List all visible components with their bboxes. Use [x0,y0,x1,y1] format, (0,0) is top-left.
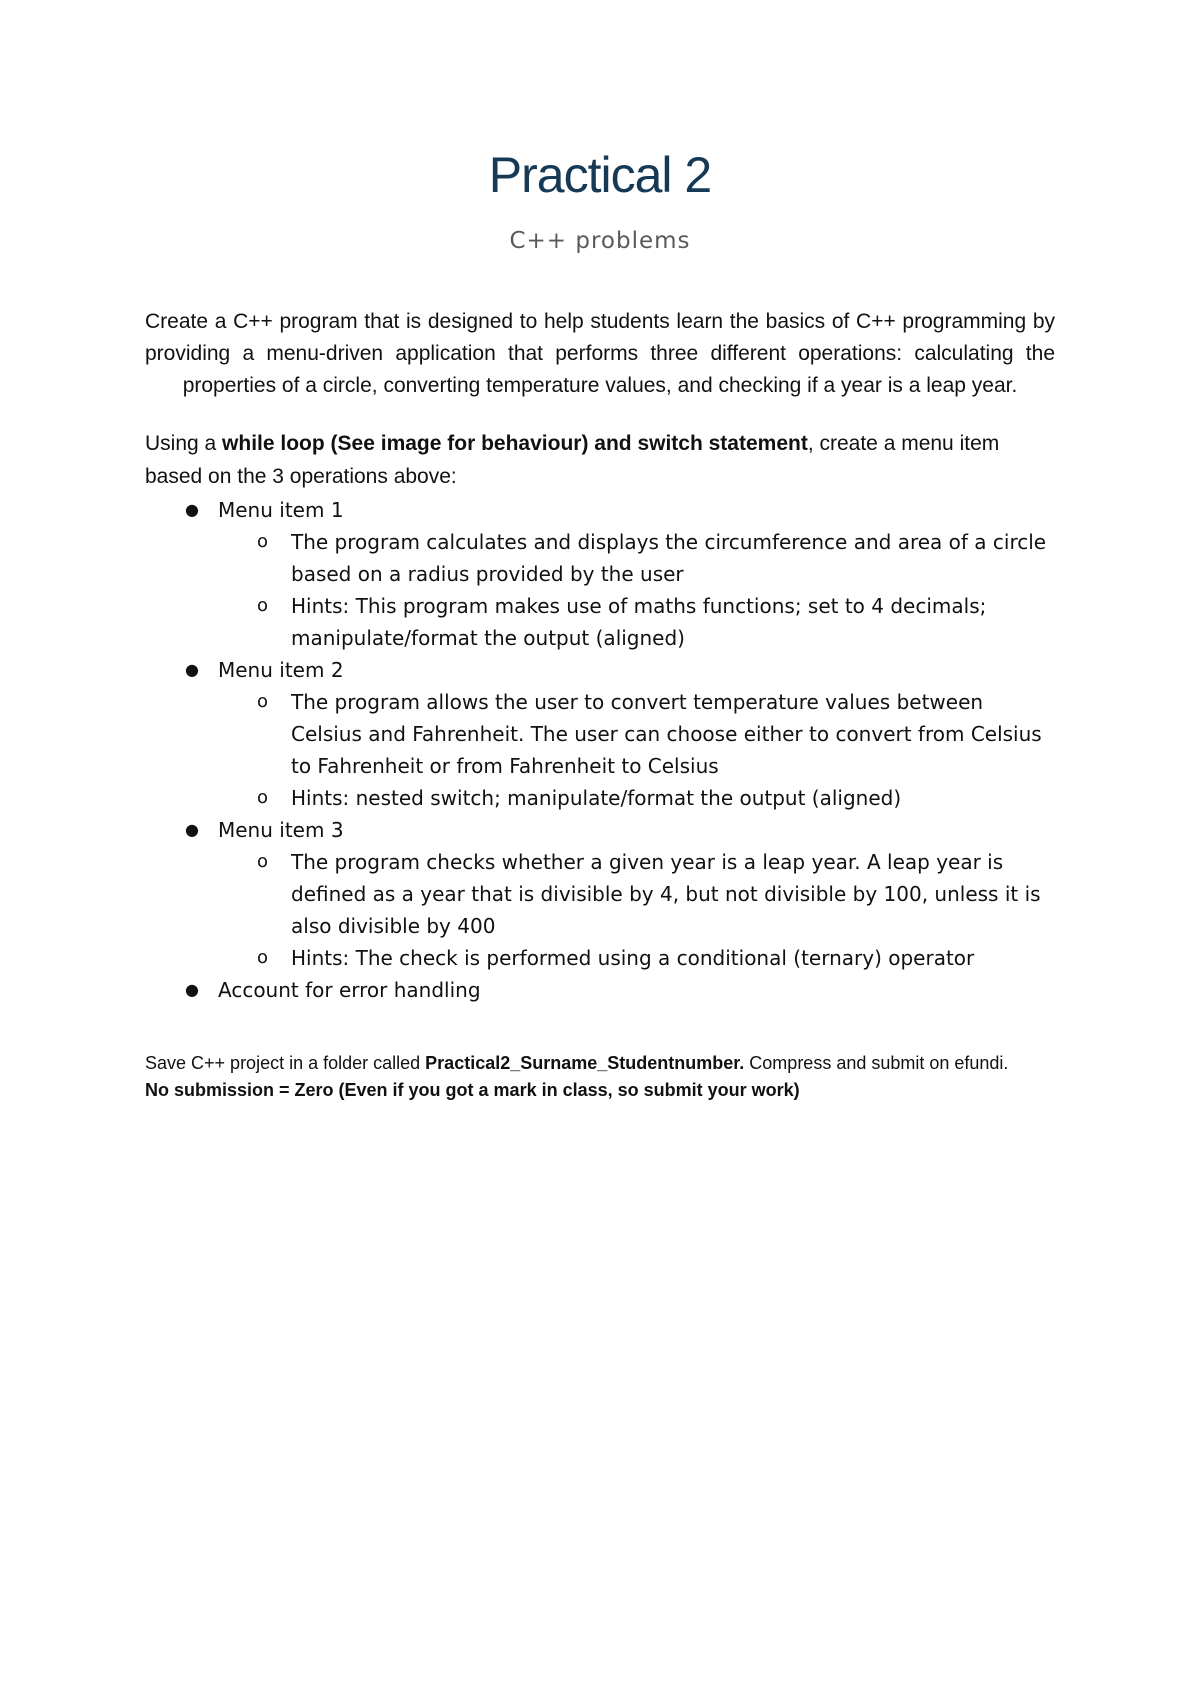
sub-list-item [145,782,1057,814]
bullet-icon: ● [185,980,199,999]
list-item-label: Menu item 2 [218,658,344,682]
bullet-icon: ● [185,820,199,839]
requirements-list [145,494,1057,1006]
submission-suffix: Compress and submit on efundi. [744,1053,1009,1073]
sub-list-item-text: Hints: nested switch; manipulate/format the output (aligned) [291,786,902,810]
sub-list-item-text: Hints: This program makes use of maths functions; set to 4 decimals; manipulate/format the output (aligned) [291,594,987,650]
sub-list-item [145,686,1057,782]
sub-list-item-text: The program calculates and displays the circumference and area of a circle based on a radius provided by the user [291,530,1047,586]
sub-list-item [145,846,1057,942]
sub-bullet-icon: o [257,691,269,712]
bullet-icon: ● [185,500,199,519]
sub-bullet-icon: o [257,851,269,872]
list-item-label: Account for error handling [218,978,481,1002]
task-bold: while loop (See image for behaviour) and switch statement [222,432,808,455]
page-subtitle: C++ problems [509,228,691,254]
sub-list-item-text: The program allows the user to convert temperature values between Celsius and Fahrenheit. The user can choose either to convert from Celsius to Fahrenheit or from Fahrenheit to Celsius [291,690,1042,778]
folder-name: Practical2_Surname_Studentnumber. [425,1053,745,1073]
intro-paragraph: Create a C++ program that is designed to help students learn the basics of C++ programming by providing a menu-driven application that performs three different operations: calculating the properties of a circle, converting temperature values, and checking if a year is a leap year. [145,310,1055,397]
list-item [145,654,1057,686]
page-title: Practical 2 [488,147,712,203]
submission-warning: No submission = Zero (Even if you got a mark in class, so submit your work) [145,1080,800,1100]
list-item [145,974,1057,1006]
sub-bullet-icon: o [257,787,269,808]
list-item-label: Menu item 1 [218,498,344,522]
list-item [145,814,1057,846]
sub-list-item-text: Hints: The check is performed using a conditional (ternary) operator [291,946,975,970]
sub-bullet-icon: o [257,595,269,616]
sub-bullet-icon: o [257,947,269,968]
sub-list-item [145,590,1057,654]
sub-list-item-text: The program checks whether a given year is a leap year. A leap year is defined as a year that is divisible by 4, but not divisible by 100, unless it is also divisible by 400 [291,850,1041,938]
sub-list-item [145,942,1057,974]
submission-line-2 [145,1077,1075,1104]
bullet-icon: ● [185,660,199,679]
submission-note [145,1050,1075,1104]
sub-list-item [145,526,1057,590]
submission-prefix: Save C++ project in a folder called [145,1053,426,1073]
submission-line-1 [145,1050,1075,1077]
task-prefix: Using a [145,432,223,455]
list-item [145,494,1057,526]
task-suffix: , create a menu item based on the 3 operations above: [145,432,1000,488]
sub-bullet-icon: o [257,531,269,552]
task-paragraph [145,427,1057,493]
list-item-label: Menu item 3 [218,818,344,842]
